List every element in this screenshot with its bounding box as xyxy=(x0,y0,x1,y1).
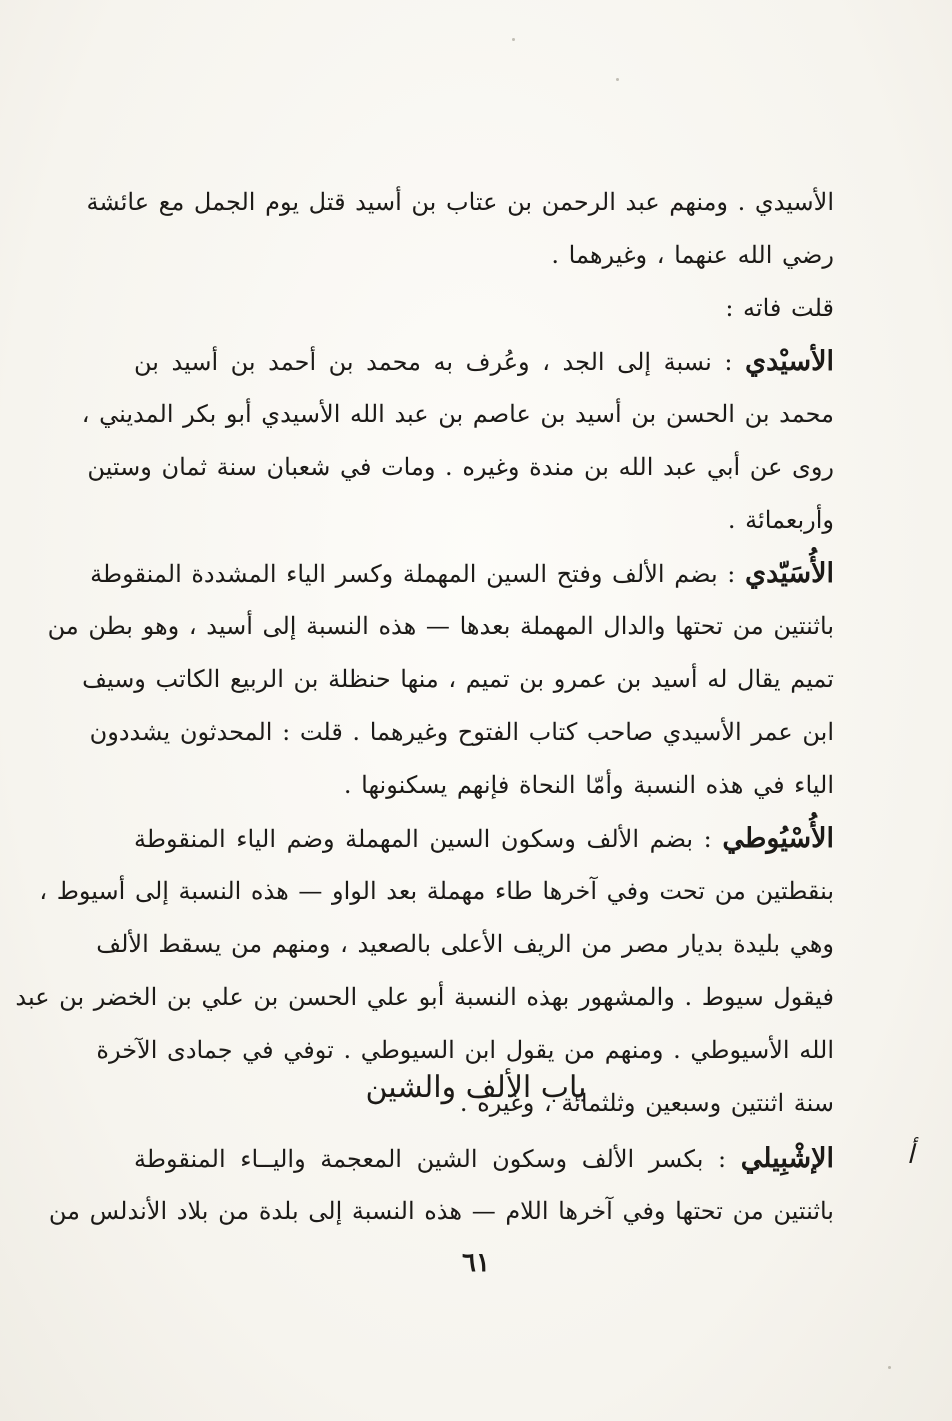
entry-line xyxy=(134,335,834,388)
text-line: الله الأسيوطي . ومنهم من يقول ابن السيوطي . توفي في جمادى الآخرة xyxy=(96,1036,834,1064)
entry-term: الأُسْيُوطي xyxy=(722,823,834,854)
section-heading: باب الألف والشين xyxy=(365,1070,587,1105)
text-line: رضي الله عنهما ، وغيرهما . xyxy=(551,241,834,269)
page-number: ٦١ xyxy=(462,1248,490,1278)
entry-text: : بكسر الألف وسكون الشين المعجمة واليــاء المنقوطة xyxy=(134,1145,727,1173)
entry-term: الإشْبِيلي xyxy=(740,1143,834,1174)
entry-text: : بضم الألف وسكون السين المهملة وضم الياء المنقوطة xyxy=(134,825,712,853)
text-line: باثنتين من تحتها والدال المهملة بعدها — هذه النسبة إلى أسيد ، وهو بطن من xyxy=(47,612,834,640)
text-line: محمد بن الحسن بن أسيد بن عاصم بن عبد الله الأسيدي أبو بكر المديني ، xyxy=(81,400,834,428)
paper-speck xyxy=(512,38,515,41)
entry-line xyxy=(134,812,834,865)
text-line: ابن عمر الأسيدي صاحب كتاب الفتوح وغيرهما . قلت : المحدثون يشددون xyxy=(89,718,834,746)
text-line: قلت فاته : xyxy=(725,294,834,322)
entry-text: : نسبة إلى الجد ، وعُرف به محمد بن أحمد بن أسيد بن xyxy=(134,348,733,376)
main-text xyxy=(15,176,834,1130)
text-line: فيقول سيوط . والمشهور بهذه النسبة أبو علي الحسن بن علي بن الخضر بن عبد xyxy=(15,983,834,1011)
text-line: وأربعمائة . xyxy=(727,506,834,534)
text-line: وهي بليدة بديار مصر من الريف الأعلى بالصعيد ، ومنهم من يسقط الألف xyxy=(96,930,834,958)
text-line: تميم يقال له أسيد بن عمرو بن تميم ، منها حنظلة بن الربيع الكاتب وسيف xyxy=(82,665,834,693)
entry-term: الأسيْدي xyxy=(745,346,834,377)
text-line: بنقطتين من تحت وفي آخرها طاء مهملة بعد الواو — هذه النسبة إلى أسيوط ، xyxy=(39,877,834,905)
margin-mark: أ xyxy=(906,1140,914,1170)
paper-speck xyxy=(888,1366,891,1369)
text-line: الياء في هذه النسبة وأمّا النحاة فإنهم يسكنونها . xyxy=(343,771,834,799)
text-line: روى عن أبي عبد الله بن مندة وغيره . ومات في شعبان سنة ثمان وستين xyxy=(87,453,834,481)
text-line: سنة اثنتين وسبعين وثلثمائة ، وغيره . xyxy=(459,1089,834,1117)
paper-speck xyxy=(616,78,619,81)
entry-line xyxy=(134,1132,834,1185)
entry-text: : بضم الألف وفتح السين المهملة وكسر الياء المشددة المنقوطة xyxy=(90,560,736,588)
section-text xyxy=(48,1132,834,1238)
entry-line xyxy=(90,547,834,600)
text-line: الأسيدي . ومنهم عبد الرحمن بن عتاب بن أسيد قتل يوم الجمل مع عائشة xyxy=(86,188,834,216)
text-line: باثنتين من تحتها وفي آخرها اللام — هذه النسبة إلى بلدة من بلاد الأندلس من xyxy=(48,1197,834,1225)
entry-term: الأُسَيّدي xyxy=(745,558,834,589)
